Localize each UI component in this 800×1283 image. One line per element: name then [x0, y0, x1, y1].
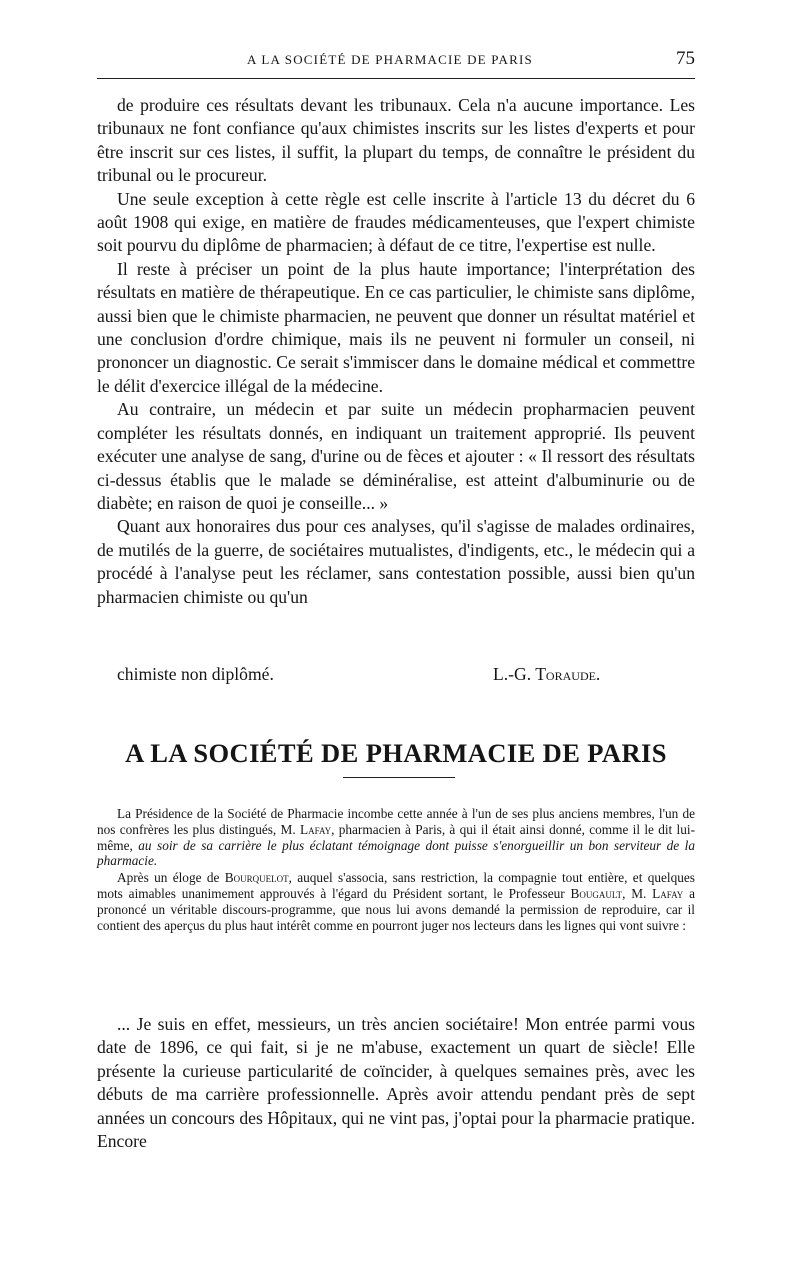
author-signature: L.-G. Toraude. [493, 664, 601, 684]
body-paragraph: Une seule exception à cette règle est celle inscrite à l'article 13 du décret du 6 août 1908 qui exige, en matière de fraudes médicamenteuses, que l'expert chimiste soit pourvu du diplôme de pharmacien; à défaut de ce titre, l'expertise est nulle. [97, 188, 695, 256]
header-rule [97, 78, 695, 79]
intro-text: Après un éloge de [117, 870, 225, 886]
body-paragraph: de produire ces résultats devant les tribunaux. Cela n'a aucune importance. Les tribunaux ne font confiance qu'aux chimistes inscrits sur les listes d'experts et pour être inscrit sur ces listes, il suffit, la plupart du temps, de connaître le président du tribunal ou le procureur. [97, 95, 695, 186]
person-name: Lafay [299, 821, 332, 837]
intro-text: , M. [622, 885, 653, 901]
intro-text: a prononcé un véritable discours-programme, que nous lui avons demandé la permission de reproduire, car il contient des aperçus du plus haut intérêt comme en pourront juger nos lecteurs dans les lignes qui vont suivre : [97, 885, 695, 933]
person-name: Bougault [570, 885, 623, 901]
section-title: A LA SOCIÉTÉ DE PHARMACIE DE PARIS [125, 738, 667, 768]
page-number: 75 [676, 48, 695, 69]
body-paragraph: Au contraire, un médecin et par suite un médecin propharmacien peuvent compléter les résultats donnés, en indiquant un traitement approprié. Ils peuvent exécuter une analyse de sang, d'urine ou de fèces et ajouter : « Il ressort des résultats ci-dessus établis que le malade se déminéralise, est atteint d'albuminurie ou de diabète; en raison de quoi je conseille... » [97, 399, 695, 513]
person-name: Lafay [652, 885, 684, 901]
speech-excerpt [97, 1013, 695, 1153]
intro-paragraph [97, 870, 695, 933]
italic-quote: au soir de sa carrière le plus éclatant témoignage dont puisse s'enorgueillir un bon serviteur de la pharmacie. [97, 837, 696, 869]
running-header [97, 46, 695, 72]
intro-text: La Présidence de la Société de Pharmacie incombe cette année à l'un de ses plus anciens membres, l'un de nos confrères les plus distingués, M. [97, 806, 695, 837]
article-continuation [97, 94, 695, 609]
speech-paragraph: ... Je suis en effet, messieurs, un très ancien sociétaire! Mon entrée parmi vous date de 1896, ce qui fait, si je ne m'abuse, exactement un quart de siècle! Elle présente la curieuse particularité de coïncider, à quelques semaines près, avec les débuts de ma carrière professionnelle. Après avoir attendu pendant près de sept années un concours des Hôpitaux, qui ne vint pas, j'optai pour la pharmacie pratique. Encore [97, 1014, 695, 1152]
signoff-line [97, 664, 695, 688]
intro-text: , auquel s'associa, sans restriction, la compagnie tout entière, et quelques mots aimables unanimement approuvés à l'égard du Président sortant, le Professeur [97, 870, 695, 901]
person-name: Bourquelot [224, 870, 289, 886]
body-paragraph: Quant aux honoraires dus pour ces analyses, qu'il s'agisse de malades ordinaires, de mutilés de la guerre, de sociétaires mutualistes, d'indigents, etc., le médecin qui a procédé à l'analyse peut les réclamer, sans contestation possible, aussi bien qu'un pharmacien chimiste ou qu'un [97, 516, 695, 607]
running-title: A LA SOCIÉTÉ DE PHARMACIE DE PARIS [247, 52, 533, 67]
intro-text: , pharmacien à Paris, à qui il était ainsi donné, comme il le dit lui-même, [97, 821, 695, 853]
intro-notice [97, 806, 695, 933]
closing-text: chimiste non diplômé. [117, 664, 274, 684]
body-paragraph: Il reste à préciser un point de la plus haute importance; l'interprétation des résultats en matière de thérapeutique. En ce cas particulier, le chimiste sans diplôme, aussi bien que le chimiste pharmacien, ne peuvent que donner un résultat matériel et une conclusion d'ordre chimique, mais ils ne peuvent ni formuler un conseil, ni prononcer un diagnostic. Ce serait s'immiscer dans le domaine médical et commettre le délit d'exercice illégal de la médecine. [97, 258, 695, 396]
intro-paragraph [97, 806, 695, 869]
title-rule [343, 777, 455, 778]
